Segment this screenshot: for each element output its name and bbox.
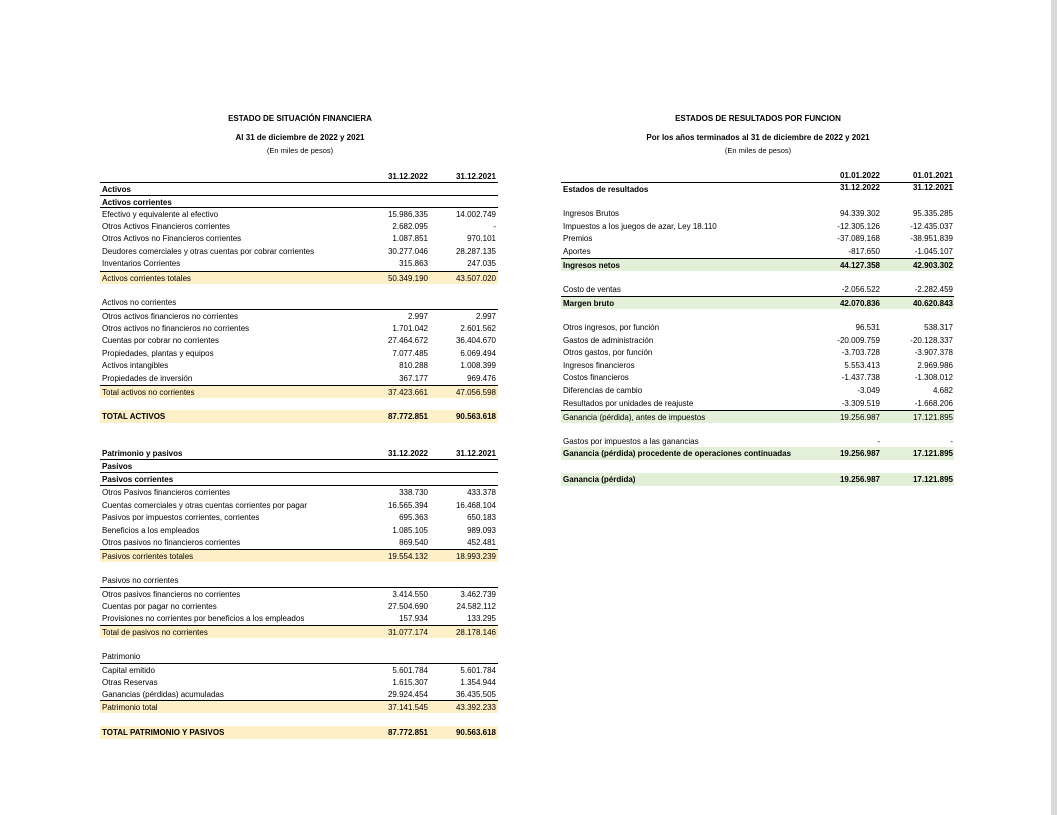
table-row — [561, 397, 954, 410]
row-label: Beneficios a los empleados — [102, 525, 200, 535]
section-label: Pasivos — [102, 462, 133, 471]
row-value-previous: 17.121.895 — [912, 413, 953, 422]
row-value-previous: - — [950, 437, 953, 446]
row-value-previous: 2.969.986 — [917, 360, 953, 370]
row-value-previous: 433.378 — [467, 488, 496, 497]
table-row — [100, 245, 498, 258]
table-row — [100, 663, 498, 676]
row-label: Activos intangibles — [102, 361, 169, 371]
row-value-previous: -1.308.012 — [914, 373, 953, 383]
row-value-previous: -20.128.337 — [910, 335, 953, 345]
row-value-current: 869.540 — [399, 538, 428, 548]
row-value-previous: 47.056.598 — [455, 388, 496, 397]
column-header-previous: 31.12.2021 — [455, 172, 496, 181]
row-value-current: 19.256.987 — [839, 413, 880, 422]
section-label: Patrimonio — [102, 652, 141, 661]
table-row — [100, 232, 498, 245]
section-label: Activos corrientes — [102, 198, 172, 207]
section-label: Activos — [102, 185, 131, 194]
row-value-current: 1.615.307 — [392, 677, 428, 687]
row-label: Ganancia (pérdida) procedente de operaciones continuadas — [563, 449, 792, 458]
row-label: TOTAL PATRIMONIO Y PASIVOS — [102, 728, 225, 737]
table-row — [561, 384, 954, 397]
row-value-previous: 650.183 — [467, 513, 496, 523]
row-value-previous: 43.392.233 — [455, 703, 496, 712]
section-patrimonio-pasivos — [100, 447, 498, 460]
row-label: Inventarios Corrientes — [102, 259, 181, 269]
subtotal-row — [561, 296, 954, 309]
row-value-previous: 90.563.618 — [455, 728, 496, 737]
page-edge — [1051, 0, 1057, 815]
row-label: Cuentas por pagar no corrientes — [102, 601, 217, 611]
row-value-current: 5.553.413 — [844, 360, 880, 370]
row-label: Costo de ventas — [563, 285, 621, 294]
row-value-current: 19.256.987 — [839, 475, 880, 484]
row-label: Propiedades de inversión — [102, 374, 193, 383]
row-value-previous: 6.069.494 — [460, 348, 496, 358]
row-value-previous: 2.601.562 — [460, 323, 496, 333]
subtotal-row — [561, 258, 954, 271]
subtotal-row — [100, 625, 498, 638]
row-label: Gastos por impuestos a las ganancias — [563, 437, 699, 446]
row-value-current: 1.087.851 — [392, 234, 428, 244]
row-value-previous: 17.121.895 — [912, 475, 953, 484]
row-value-previous: 40.620.843 — [912, 299, 953, 308]
total-row — [100, 410, 498, 423]
row-label: Total de pasivos no corrientes — [102, 628, 208, 637]
row-value-previous: 5.601.784 — [460, 666, 496, 675]
subtotal-row — [100, 700, 498, 713]
row-value-previous: 14.002.749 — [455, 210, 496, 219]
row-value-current: 31.077.174 — [387, 628, 428, 637]
subtotal-row — [561, 410, 954, 423]
subtotal-row — [100, 385, 498, 398]
row-value-current: -1.437.738 — [841, 373, 880, 383]
row-label: Impuestos a los juegos de azar, Ley 18.110 — [563, 221, 717, 231]
table-row — [100, 207, 498, 220]
row-value-current: -20.009.759 — [837, 335, 880, 345]
subtotal-row — [100, 271, 498, 284]
row-value-current: -3.703.728 — [841, 348, 880, 358]
row-value-current: 1.085.105 — [392, 525, 428, 535]
row-label: Resultados por unidades de reajuste — [563, 398, 694, 408]
row-label: Otros gastos, por función — [563, 348, 653, 358]
row-label: Patrimonio total — [102, 703, 158, 712]
income-units: (En miles de pesos) — [724, 146, 792, 155]
balance-subtitle: Al 31 de diciembre de 2022 y 2021 — [235, 133, 365, 142]
section-label: Activos no corrientes — [102, 298, 177, 307]
row-label: Otros pasivos financieros no corrientes — [102, 590, 241, 599]
table-row — [100, 372, 498, 385]
row-value-current: 44.127.358 — [839, 261, 880, 270]
table-row — [100, 309, 498, 322]
income-col1-bottom: 31.12.2022 — [839, 183, 880, 192]
row-label: Gastos de administración — [563, 335, 654, 345]
table-row — [100, 359, 498, 372]
table-row — [561, 207, 954, 220]
table-row — [100, 499, 498, 512]
row-value-previous: 538.317 — [924, 323, 953, 332]
row-value-previous: -1.668.206 — [914, 398, 953, 408]
row-label: Otras Reservas — [102, 677, 158, 687]
row-value-previous: 24.582.112 — [456, 601, 496, 611]
row-value-previous: 43.507.020 — [455, 274, 496, 283]
row-value-previous: -38.951.839 — [910, 234, 953, 244]
row-value-current: 810.288 — [399, 361, 428, 371]
row-value-current: 19.554.132 — [387, 552, 428, 561]
row-value-current: 50.349.190 — [387, 274, 428, 283]
table-row — [561, 321, 954, 334]
row-label: Total activos no corrientes — [102, 388, 195, 397]
row-value-current: 19.256.987 — [839, 449, 880, 458]
row-value-current: - — [877, 437, 880, 446]
balance-units: (En miles de pesos) — [266, 146, 334, 155]
row-label: Ingresos financieros — [563, 360, 635, 370]
row-value-current: 96.531 — [855, 323, 880, 332]
row-value-previous: 17.121.895 — [912, 449, 953, 458]
row-label: TOTAL ACTIVOS — [102, 412, 166, 421]
column-header-previous: 31.12.2021 — [455, 449, 496, 458]
row-value-current: -12.305.126 — [837, 221, 880, 231]
section-label: Pasivos corrientes — [102, 475, 174, 484]
section-label: Estados de resultados — [563, 185, 649, 194]
row-label: Otros activos financieros no corrientes — [102, 312, 239, 321]
row-value-previous: 28.287.135 — [455, 246, 496, 256]
row-value-current: -2.056.522 — [841, 285, 880, 294]
row-value-current: -3.049 — [857, 386, 880, 395]
row-value-previous: -3.907.378 — [914, 348, 953, 358]
total-row — [561, 473, 954, 486]
income-col1-top: 01.01.2022 — [839, 171, 880, 180]
row-value-current: 27.464.672 — [387, 336, 428, 346]
row-label: Premios — [563, 234, 593, 244]
row-value-current: 3.414.550 — [392, 590, 428, 599]
row-value-current: 7.077.485 — [392, 348, 428, 358]
total-row — [100, 726, 498, 739]
table-row — [100, 322, 498, 335]
table-row — [100, 536, 498, 549]
row-value-previous: 970.101 — [467, 234, 496, 244]
row-label: Provisiones no corrientes por beneficios a los empleados — [102, 614, 305, 624]
column-header-current: 31.12.2022 — [387, 449, 428, 458]
row-value-current: 37.141.545 — [387, 703, 428, 712]
row-value-previous: 18.993.239 — [455, 552, 496, 561]
row-value-current: 94.339.302 — [839, 209, 880, 218]
section-label: Patrimonio y pasivos — [102, 449, 183, 458]
row-value-previous: 2.997 — [475, 312, 496, 321]
income-title: ESTADOS DE RESULTADOS POR FUNCION — [675, 114, 841, 123]
row-value-current: 27.504.690 — [387, 601, 428, 611]
row-label: Pasivos corrientes totales — [102, 552, 194, 561]
section-pasivos-no-corrientes — [100, 574, 498, 587]
row-value-current: 29.924.454 — [387, 690, 428, 700]
row-value-current: 87.772.851 — [387, 412, 428, 421]
row-label: Ganancia (pérdida) — [563, 475, 636, 484]
section-pasivos — [100, 460, 498, 473]
row-label: Aportes — [563, 246, 591, 256]
row-label: Margen bruto — [563, 299, 615, 308]
table-row — [100, 257, 498, 270]
row-value-current: 87.772.851 — [387, 728, 428, 737]
table-row — [561, 245, 954, 258]
table-row — [561, 334, 954, 347]
row-label: Ganancias (pérdidas) acumuladas — [102, 690, 224, 700]
income-col2-top: 01.01.2021 — [912, 171, 953, 180]
row-label: Otros Activos Financieros corrientes — [102, 221, 231, 231]
table-row — [100, 600, 498, 613]
row-label: Efectivo y equivalente al efectivo — [102, 210, 219, 219]
income-header-row — [561, 182, 954, 195]
row-value-current: 16.565.394 — [387, 500, 428, 510]
row-label: Ingresos Brutos — [563, 209, 620, 218]
row-value-current: 1.701.042 — [392, 323, 428, 333]
row-label: Pasivos por impuestos corrientes, corrientes — [102, 513, 260, 523]
row-label: Otros Pasivos financieros corrientes — [102, 488, 231, 497]
table-row — [100, 676, 498, 689]
row-label: Ganancia (pérdida), antes de impuestos — [563, 413, 706, 422]
row-label: Costos financieros — [563, 373, 629, 383]
row-value-current: 42.070.836 — [839, 299, 880, 308]
row-value-previous: 90.563.618 — [455, 412, 496, 421]
row-label: Otros Activos no Financieros corrientes — [102, 234, 242, 244]
row-value-current: 157.934 — [399, 614, 428, 624]
table-row — [100, 612, 498, 625]
row-label: Propiedades, plantas y equipos — [102, 348, 214, 358]
table-row — [100, 587, 498, 600]
row-label: Activos corrientes totales — [102, 274, 191, 283]
table-row — [100, 524, 498, 537]
row-value-current: 367.177 — [399, 374, 428, 383]
row-value-current: 15.986.335 — [387, 210, 428, 219]
row-value-previous: 4.682 — [932, 386, 953, 395]
income-col2-bottom: 31.12.2021 — [912, 183, 953, 192]
table-row — [100, 334, 498, 347]
row-value-current: 2.997 — [407, 312, 428, 321]
row-value-current: 37.423.661 — [387, 388, 428, 397]
row-label: Otros activos no financieros no corrientes — [102, 323, 250, 333]
row-value-previous: 42.903.302 — [912, 261, 953, 270]
row-label: Cuentas comerciales y otras cuentas corrientes por pagar — [102, 500, 307, 510]
table-row — [561, 283, 954, 296]
table-row — [100, 511, 498, 524]
row-label: Diferencias de cambio — [563, 386, 643, 395]
table-row — [100, 347, 498, 360]
row-value-previous: - — [493, 221, 496, 231]
row-value-previous: 989.093 — [467, 525, 496, 535]
row-value-previous: -1.045.107 — [914, 246, 953, 256]
row-value-previous: -2.282.459 — [914, 285, 953, 294]
table-row — [561, 232, 954, 245]
row-value-previous: 1.354.944 — [460, 677, 496, 687]
row-label: Deudores comerciales y otras cuentas por cobrar corrientes — [102, 246, 315, 256]
row-value-previous: -12.435.037 — [910, 221, 953, 231]
table-row — [100, 486, 498, 499]
section-pasivos-corrientes — [100, 473, 498, 486]
row-value-previous: 452.481 — [467, 538, 496, 548]
row-value-current: 695.363 — [399, 513, 428, 523]
row-value-previous: 3.462.739 — [460, 590, 496, 599]
section-activos-no-corrientes — [100, 296, 498, 309]
subtotal-row — [561, 447, 954, 460]
row-value-previous: 247.035 — [467, 259, 496, 269]
row-value-current: 5.601.784 — [392, 666, 428, 675]
row-label: Ingresos netos — [563, 261, 620, 270]
row-value-current: 2.682.095 — [392, 221, 428, 231]
table-row — [100, 220, 498, 233]
row-value-current: 315.863 — [399, 259, 428, 269]
row-value-current: 338.730 — [399, 488, 428, 497]
section-patrimonio — [100, 650, 498, 663]
subtotal-row — [100, 549, 498, 562]
table-row — [561, 346, 954, 359]
row-value-current: -37.089.168 — [837, 234, 880, 244]
section-activos — [100, 182, 498, 195]
row-value-previous: 1.008.399 — [460, 361, 496, 371]
row-value-previous: 28.178.146 — [455, 628, 496, 637]
row-value-previous: 969.476 — [467, 374, 496, 383]
table-row — [561, 220, 954, 233]
row-value-previous: 95.335.285 — [912, 209, 953, 218]
row-value-previous: 133.295 — [467, 614, 496, 624]
row-label: Otros ingresos, por función — [563, 323, 660, 332]
income-subtitle: Por los años terminados al 31 de diciembre de 2022 y 2021 — [646, 133, 870, 142]
row-value-previous: 36.435.505 — [455, 690, 496, 700]
row-label: Cuentas por cobrar no corrientes — [102, 336, 219, 346]
row-label: Otros pasivos no financieros corrientes — [102, 538, 241, 548]
row-value-current: 30.277.046 — [387, 246, 428, 256]
section-label: Pasivos no corrientes — [102, 576, 179, 585]
table-row — [561, 359, 954, 372]
table-row — [561, 371, 954, 384]
row-value-current: -3.309.519 — [841, 398, 880, 408]
row-label: Capital emitido — [102, 666, 155, 675]
row-value-previous: 36.404.670 — [455, 336, 496, 346]
row-value-previous: 16.468.104 — [455, 500, 496, 510]
row-value-current: -817.650 — [848, 246, 880, 256]
balance-title: ESTADO DE SITUACIÓN FINANCIERA — [228, 114, 372, 123]
column-header-current: 31.12.2022 — [387, 172, 428, 181]
